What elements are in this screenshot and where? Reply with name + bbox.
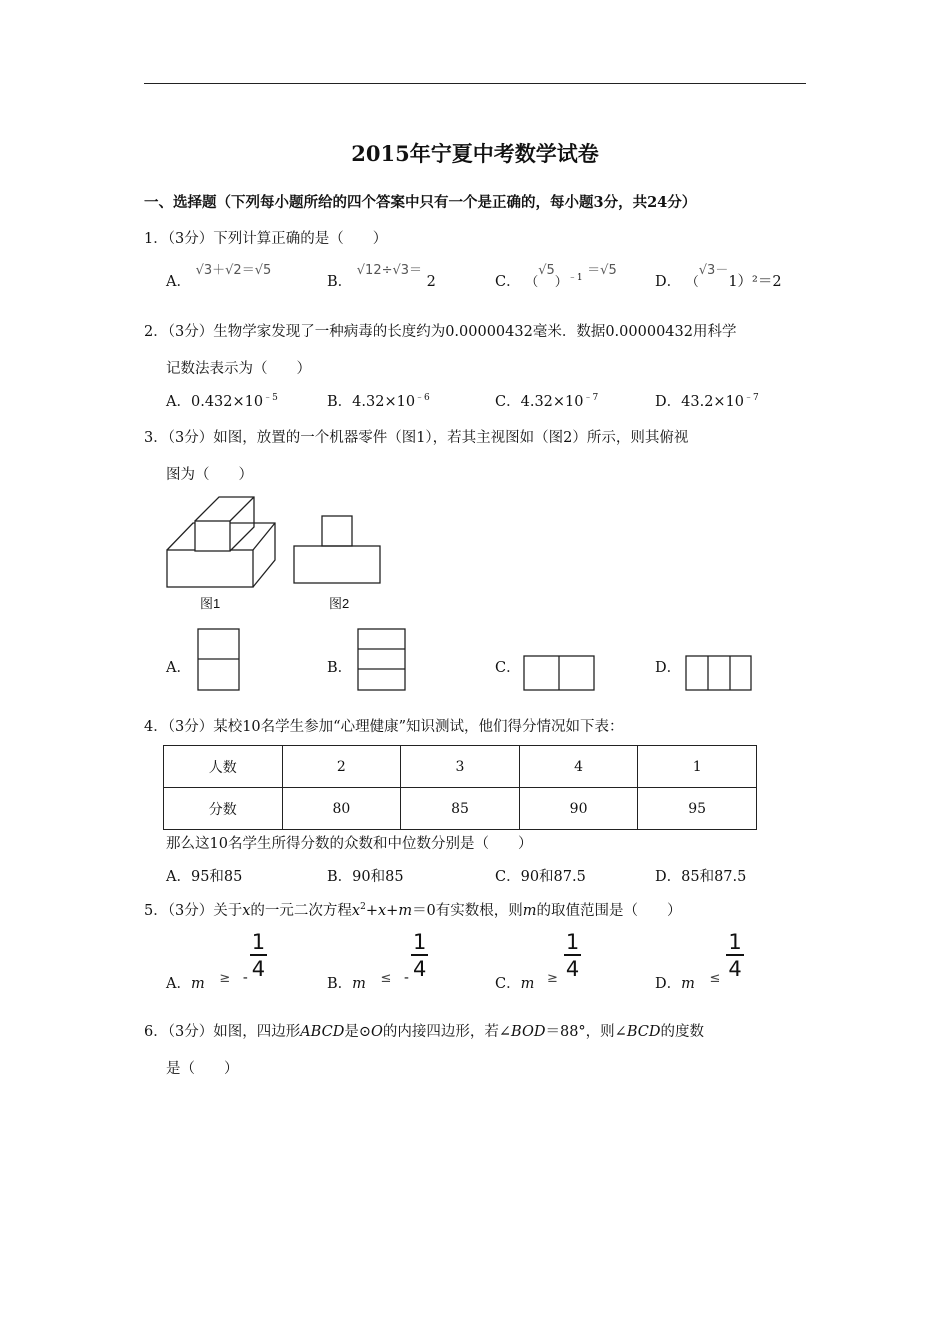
q5-stem-d: 的取值范围是（ ） — [536, 903, 682, 919]
q2-option-c — [495, 390, 598, 411]
q3-a-label: A． — [166, 660, 191, 676]
q5-b-denominator: 4 — [412, 957, 427, 981]
header-rule — [144, 83, 806, 84]
question-1-stem: 1．（3分）下列计算正确的是（ ） — [144, 231, 388, 247]
q5-var-x2: x — [351, 903, 361, 919]
q6-text-e: 的度数 — [660, 1024, 704, 1040]
q3-b-label: B． — [327, 660, 353, 676]
table-row — [164, 746, 757, 788]
q5-square: 2 — [360, 902, 366, 912]
q5-c-label: C． — [495, 975, 521, 992]
q1-c-root: √5 — [538, 263, 555, 278]
q4-option-d: D．85和87.5 — [655, 869, 747, 885]
q4-option-b: B．90和85 — [327, 869, 404, 885]
q5-option-a — [166, 930, 267, 992]
q5-var-x3: x — [377, 903, 387, 919]
question-3-line1: 3．（3分）如图，放置的一个机器零件（图1），若其主视图如（图2）所示，则其俯视 — [144, 430, 689, 446]
q2-a-exp: ﹣5 — [263, 393, 278, 403]
q1-c-eq: ＝√5 — [587, 263, 617, 278]
q4-option-a: A．95和85 — [166, 869, 243, 885]
q1-b-label: B． — [327, 274, 353, 290]
q5-stem-b: 的一元二次方程 — [250, 903, 352, 919]
figure-1-isometric — [167, 497, 275, 587]
q6-text-a: 6．（3分）如图，四边形 — [144, 1024, 301, 1040]
q2-b-label: B． — [327, 394, 353, 410]
q3-option-a-view — [196, 628, 242, 692]
q5-plus: + — [365, 903, 378, 919]
table-cell: 3 — [401, 746, 520, 788]
q5-a-label: A． — [166, 975, 191, 992]
q6-text-c: 的内接四边形，若∠ — [382, 1024, 512, 1040]
q5-c-m: m — [520, 975, 535, 992]
q1-d-label: D． — [655, 274, 682, 290]
q5-b-relation: ≤ — [380, 970, 392, 986]
q5-var-m2: m — [522, 903, 537, 919]
q2-option-b — [327, 390, 430, 411]
question-5-stem — [144, 899, 682, 920]
q1-d-post: 1）²＝2 — [728, 274, 782, 290]
q5-c-fraction — [564, 931, 581, 980]
q5-option-b — [327, 930, 428, 992]
q5-d-denominator: 4 — [728, 957, 742, 981]
machine-part-figures — [160, 490, 400, 615]
question-4-stem: 4．（3分）某校10名学生参加“心理健康”知识测试，他们得分情况如下表： — [144, 719, 624, 735]
q4-option-c: C．90和87.5 — [495, 869, 586, 885]
q5-a-denominator: 4 — [251, 957, 266, 981]
q2-option-d — [655, 390, 759, 411]
q5-stem-a: 5．（3分）关于 — [144, 903, 243, 919]
q1-b-tail: 2 — [426, 274, 436, 290]
question-6-line2: 是（ ） — [166, 1061, 239, 1077]
question-3-line2: 图为（ ） — [166, 467, 253, 483]
q3-d-label: D． — [655, 660, 682, 676]
table-cell: 4 — [519, 746, 638, 788]
table-cell: 2 — [282, 746, 401, 788]
question-6-line1 — [144, 1020, 704, 1041]
q2-a-label: A． — [166, 394, 191, 410]
question-2-line2: 记数法表示为（ ） — [166, 361, 311, 377]
table-cell: 1 — [638, 746, 757, 788]
q3-option-b-view — [356, 628, 408, 692]
page-title: 2015年宁夏中考数学试卷 — [351, 141, 599, 166]
q2-d-label: D． — [655, 394, 682, 410]
table-cell: 90 — [519, 788, 638, 830]
q5-a-relation: ≥ — [219, 970, 231, 986]
q2-b-exp: ﹣6 — [415, 393, 430, 403]
q6-bod: BOD — [511, 1024, 546, 1040]
q1-option-c — [495, 263, 617, 291]
q5-option-c — [495, 930, 581, 992]
q5-c-denominator: 4 — [565, 957, 580, 981]
q5-d-m: m — [681, 975, 695, 992]
q3-option-d-view — [684, 655, 754, 693]
q5-c-numerator: 1 — [565, 930, 580, 954]
figure-1-label: 图1 — [200, 596, 221, 611]
q2-c-exp: ﹣7 — [583, 393, 599, 403]
q5-d-fraction — [726, 931, 743, 980]
q5-b-sign: - — [404, 969, 409, 986]
q1-d-pre: （ — [685, 275, 699, 290]
table-cell: 人数 — [164, 746, 283, 788]
q5-a-fraction — [250, 931, 267, 980]
figure-2-label: 图2 — [329, 596, 350, 611]
q5-d-label: D． — [655, 975, 682, 992]
q1-b-expr: √12÷√3＝ — [356, 263, 423, 278]
q1-a-expr: √3＋√2＝√5 — [195, 263, 272, 278]
q5-b-m: m — [352, 975, 366, 992]
q5-option-d — [655, 930, 744, 992]
table-row — [164, 788, 757, 830]
q6-text-b: 是⊙ — [344, 1024, 371, 1040]
q5-plus2: + — [386, 903, 399, 919]
q1-c-post: ） — [554, 275, 568, 290]
table-cell: 95 — [638, 788, 757, 830]
q1-c-exp: ﹣1 — [567, 273, 583, 283]
q1-d-root: √3－ — [698, 263, 729, 278]
q5-b-numerator: 1 — [412, 930, 427, 954]
q2-d-base: 43.2×10 — [681, 394, 745, 410]
q1-c-label: C． — [495, 274, 521, 290]
question-4-after-table: 那么这10名学生所得分数的众数和中位数分别是（ ） — [166, 836, 533, 852]
q5-d-relation: ≤ — [709, 970, 721, 986]
q2-c-label: C． — [495, 394, 521, 410]
q5-b-label: B． — [327, 975, 353, 992]
question-2-line1: 2．（3分）生物学家发现了一种病毒的长度约为0.00000432毫米．数据0.00000432用科学 — [144, 324, 737, 340]
q5-a-m: m — [190, 975, 205, 992]
q1-a-label: A． — [166, 274, 191, 290]
table-cell: 分数 — [164, 788, 283, 830]
q2-c-base: 4.32×10 — [520, 394, 584, 410]
q2-b-base: 4.32×10 — [352, 394, 416, 410]
q5-c-relation: ≥ — [546, 970, 558, 986]
q5-a-numerator: 1 — [251, 930, 266, 954]
q1-option-b — [327, 263, 436, 291]
q1-option-d — [655, 263, 782, 291]
q5-var-x: x — [242, 903, 251, 919]
q2-d-exp: ﹣7 — [744, 393, 759, 403]
q6-o: O — [370, 1024, 383, 1040]
score-table — [163, 745, 757, 830]
q3-option-c-view — [522, 655, 597, 693]
q5-b-fraction — [411, 931, 428, 980]
table-cell: 80 — [282, 788, 401, 830]
q3-c-label: C． — [495, 660, 521, 676]
q5-stem-c: ＝0有实数根，则 — [412, 903, 523, 919]
q1-option-a — [166, 263, 272, 291]
q6-text-d: ＝88°，则∠ — [545, 1024, 627, 1040]
q1-c-pre: （ — [525, 275, 539, 290]
section-heading-choice: 一、选择题（下列每小题所给的四个答案中只有一个是正确的，每小题3分，共24分） — [144, 194, 697, 211]
table-cell: 85 — [401, 788, 520, 830]
q5-d-numerator: 1 — [728, 930, 742, 954]
q2-option-a — [166, 390, 278, 411]
figure-2-front-view — [294, 516, 380, 583]
q6-abcd: ABCD — [300, 1024, 345, 1040]
q5-a-sign: - — [242, 969, 248, 986]
q5-var-m: m — [398, 903, 413, 919]
q2-a-base: 0.432×10 — [190, 394, 264, 410]
q6-bcd: BCD — [626, 1024, 661, 1040]
